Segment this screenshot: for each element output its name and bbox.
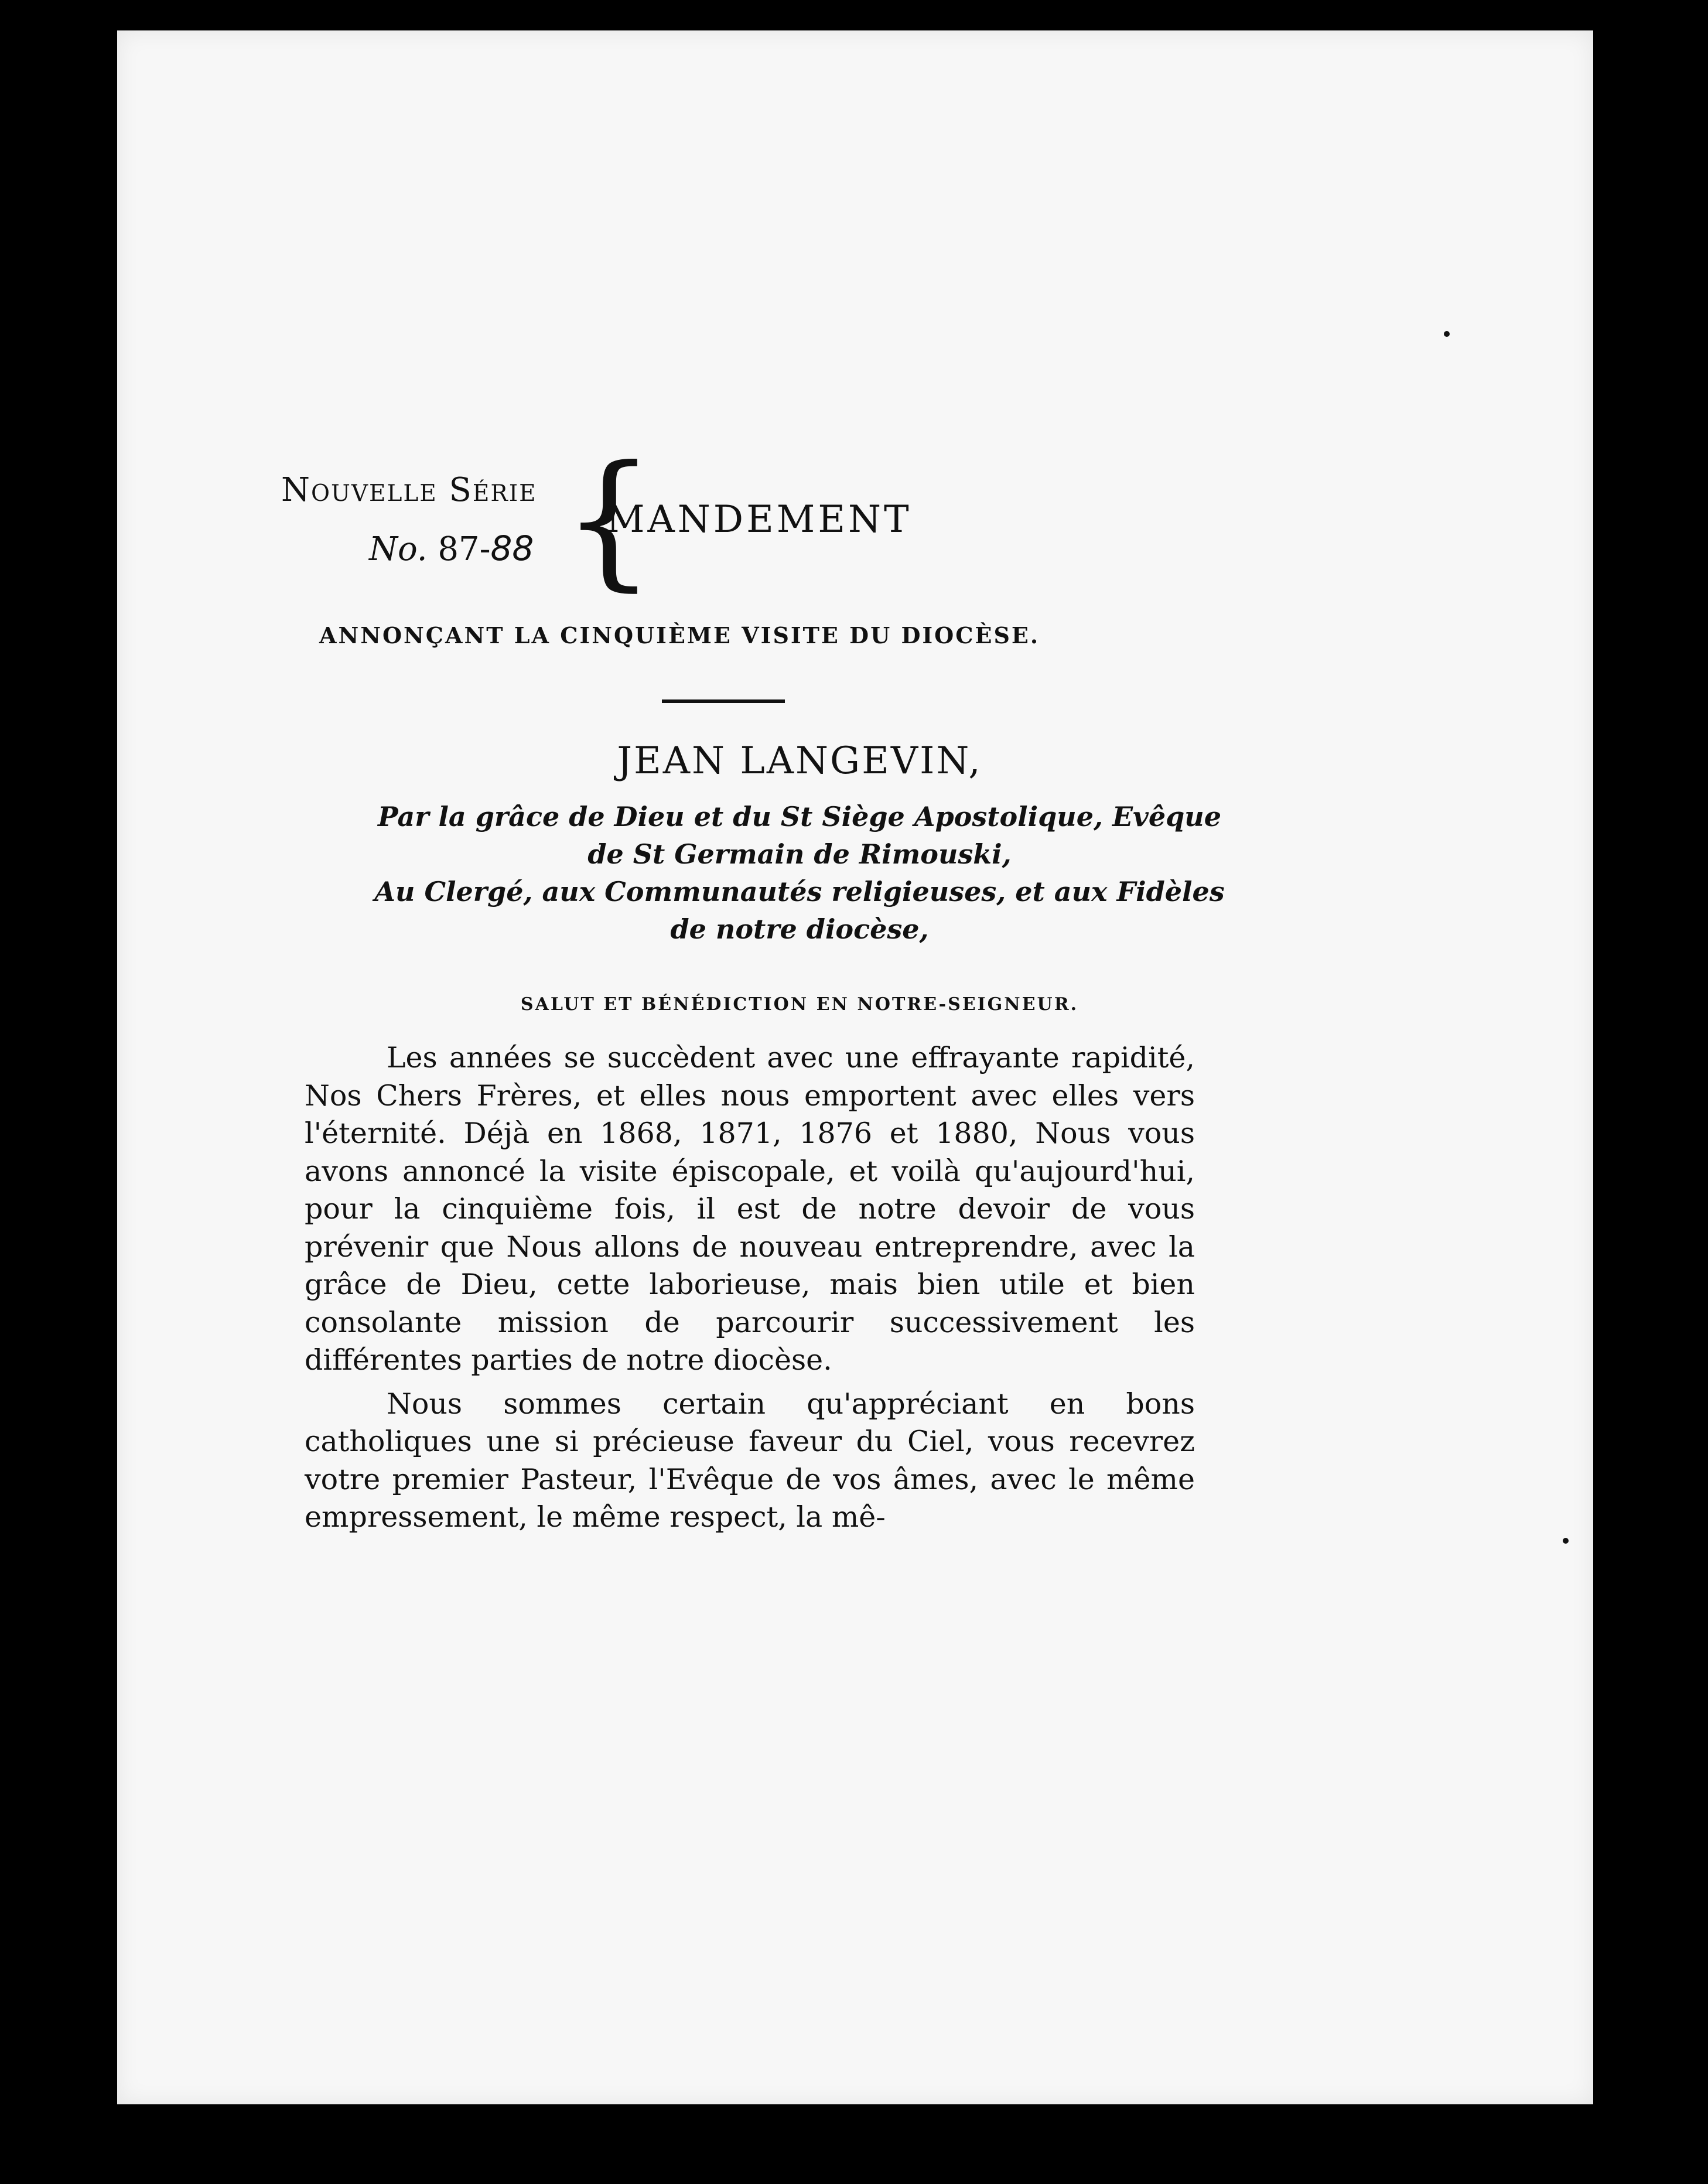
number-label: No.: [369, 530, 428, 568]
body-paragraph: Les années se succèdent avec une effrayante rapidité, Nos Chers Frères, et elles nous emportent avec elles vers l'éternité. Déjà en 1868, 1871, 1876 et 1880, Nous vous avons annoncé la visite épiscopale, et voilà qu'aujourd'hui, pour la cinquième fois, il est de notre devoir de vous prévenir que Nous allons de nouveau entreprendre, avec la grâce de Dieu, cette laborieuse, mais bien utile et bien consolante mission de parcourir successivement les différentes parties de notre diocèse.: [305, 1041, 1195, 1377]
document-title: MANDEMENT: [606, 498, 912, 541]
address-line: de St Germain de Rimouski,: [587, 838, 1012, 870]
salutation: SALUT ET BÉNÉDICTION EN NOTRE-SEIGNEUR.: [520, 994, 1079, 1015]
document-body: [305, 1039, 1195, 1543]
header-brace: {: [562, 434, 656, 605]
bishop-name: JEAN LANGEVIN,: [617, 739, 982, 783]
scan-speck: [1563, 1538, 1569, 1544]
title-divider: [662, 699, 785, 703]
document-page: [117, 30, 1593, 2104]
number-value: 87-: [438, 530, 491, 568]
address-line: de notre diocèse,: [670, 913, 929, 945]
series-label: Nouvelle Série: [281, 471, 537, 509]
address-line: Au Clergé, aux Communautés religieuses, et aux Fidèles: [374, 876, 1225, 907]
bishop-address: [296, 798, 1303, 948]
issue-number: [369, 528, 534, 568]
scan-border: [0, 0, 117, 2184]
document-subtitle: ANNONÇANT LA CINQUIÈME VISITE DU DIOCÈSE.: [319, 622, 1040, 649]
address-line: Par la grâce de Dieu et du St Siège Apostolique, Evêque: [378, 801, 1221, 832]
body-paragraph: Nous sommes certain qu'appréciant en bons catholiques une si précieuse faveur du Ciel, vous recevrez votre premier Pasteur, l'Evêque de vos âmes, avec le même empressement, le même respect, la mê-: [305, 1387, 1195, 1534]
scan-speck: [1444, 331, 1450, 337]
handwritten-number: 88: [490, 528, 534, 568]
